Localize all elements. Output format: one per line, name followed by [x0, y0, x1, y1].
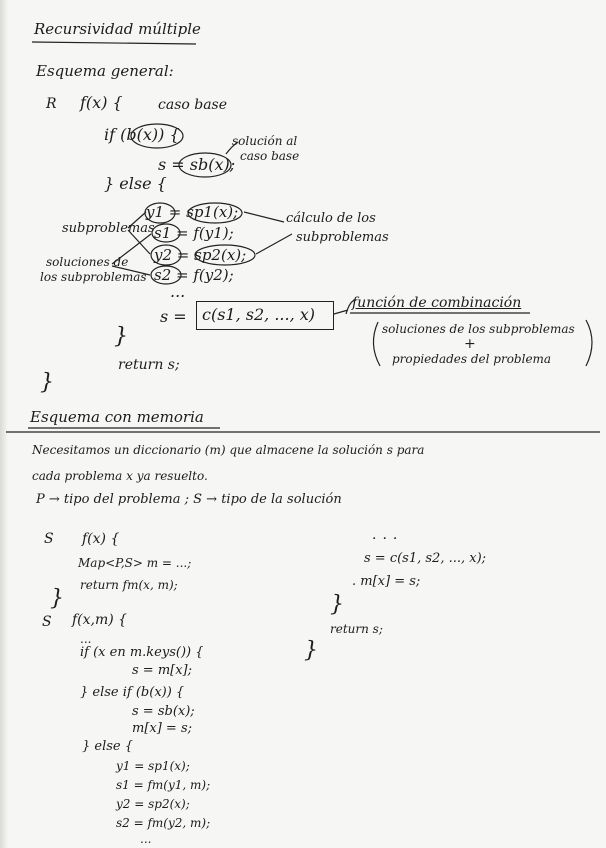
mx-s-right: . m[x] = s;	[352, 574, 421, 589]
page-title: Recursividad múltiple	[34, 20, 201, 38]
subproblemas-label: subproblemas	[62, 221, 155, 236]
y2-line: y2 = sp2(x);	[154, 246, 247, 264]
s1-mem: s1 = fm(y1, m);	[116, 778, 211, 792]
close-brace-inner: }	[114, 324, 128, 349]
paren-soluciones: soluciones de los subproblemas	[382, 322, 575, 336]
lines-calculo	[244, 212, 292, 254]
calculo-label-2: subproblemas	[296, 230, 389, 245]
s-mx-line: s = m[x];	[132, 663, 193, 678]
s2-line: s2 = f(y2);	[154, 266, 234, 284]
right-paren	[586, 320, 592, 366]
paren-propiedades: propiedades del problema	[392, 352, 552, 366]
dots-mem-1: ...	[80, 632, 92, 646]
close-brace-right: }	[330, 592, 344, 617]
s-label-2: S	[42, 614, 52, 630]
return-fm-line: return fm(x, m);	[80, 578, 178, 592]
close-brace-outer: }	[40, 370, 54, 395]
title-underline	[32, 42, 196, 44]
types-line: P → tipo del problema ; S → tipo de la solución	[36, 492, 342, 507]
else-if-line: } else if (b(x)) {	[80, 685, 185, 700]
memoria-desc-1: Necesitamos un diccionario (m) que almacene la solución s para	[32, 443, 425, 457]
dots-right: ...	[372, 527, 404, 543]
s2-mem: s2 = fm(y2, m);	[116, 816, 211, 830]
dots-mem-2: ...	[140, 832, 152, 846]
page-edge-shadow	[0, 0, 8, 848]
section-heading-memoria: Esquema con memoria	[30, 408, 204, 426]
return-s-right: return s;	[330, 622, 383, 636]
soluciones-label-1: soluciones de	[46, 255, 129, 269]
dots-general: ...	[170, 282, 186, 301]
map-line: Map<P,S> m = ...;	[78, 556, 192, 570]
else-open-mem: } else {	[82, 739, 134, 754]
fx-open: f(x) {	[80, 93, 123, 112]
fxm-open: f(x,m) {	[72, 612, 128, 628]
soluciones-label-2: los subproblemas	[40, 270, 147, 284]
y1-mem: y1 = sp1(x);	[116, 759, 190, 773]
s-combine-right: s = c(s1, s2, ..., x);	[364, 551, 487, 566]
mx-s-line-1: m[x] = s;	[132, 721, 193, 736]
plus-sign: +	[464, 336, 476, 352]
close-brace-right-2: }	[304, 638, 318, 663]
return-s: return s;	[118, 357, 180, 373]
r-label: R	[46, 96, 57, 112]
fx-open-mem: f(x) {	[82, 531, 120, 547]
else-open: } else {	[104, 174, 167, 193]
calculo-label-1: cálculo de los	[286, 211, 376, 226]
section-heading-general: Esquema general:	[36, 62, 174, 80]
y1-line: y1 = sp1(x);	[146, 203, 239, 221]
if-line: if (b(x)) {	[104, 125, 180, 144]
s-equals: s =	[160, 307, 187, 326]
y2-mem: y2 = sp2(x);	[116, 797, 190, 811]
funcion-combinacion-label: función de combinación	[352, 295, 522, 311]
s-sb-line: s = sb(x);	[158, 155, 236, 174]
solucion-note-1: solución al	[232, 134, 298, 148]
memoria-desc-2: cada problema x ya resuelto.	[32, 469, 208, 483]
s1-line: s1 = f(y1);	[154, 224, 234, 242]
caso-base-note: caso base	[158, 97, 228, 113]
combination-expr: c(s1, s2, ..., x)	[202, 305, 316, 324]
close-brace-1: }	[50, 586, 64, 611]
solucion-note-2: caso base	[240, 149, 300, 163]
left-paren	[373, 322, 380, 366]
s-label-1: S	[44, 531, 54, 547]
if-keys-line: if (x en m.keys()) {	[80, 645, 204, 660]
s-sbx-line: s = sb(x);	[132, 704, 195, 719]
